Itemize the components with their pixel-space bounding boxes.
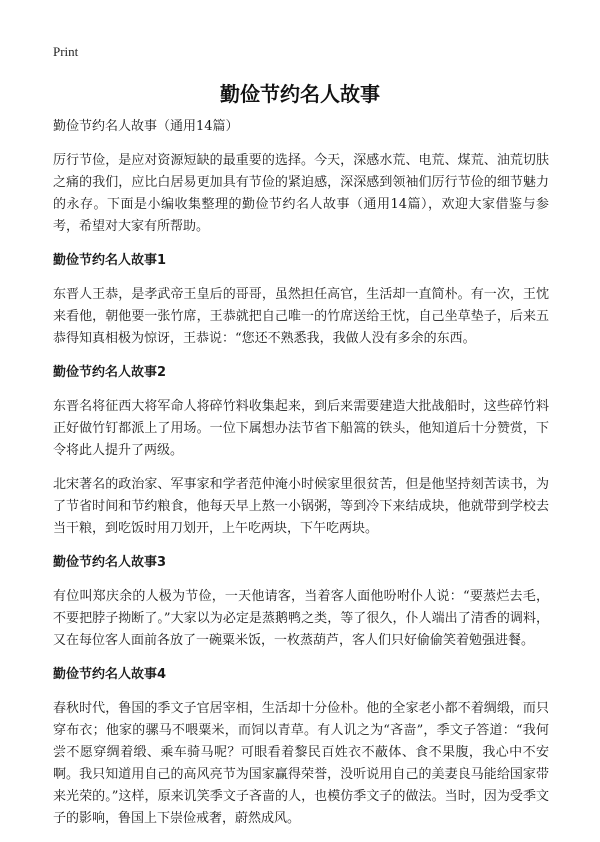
print-link[interactable]: Print xyxy=(53,44,79,59)
story-heading-4: 勤俭节约名人故事4 xyxy=(53,667,167,682)
story-4-paragraph-1: 春秋时代，鲁国的季文子官居宰相，生活却十分俭朴。他的全家老小都不着绸缎，而只穿布衣；他家的骡马不喂粟米，而饲以青草。有人讥之为“吝啬”，季文子答道：“我何尝不愿穿绸着缎、乘车骑马呢？可眼看着黎民百姓衣不蔽体、食不果腹，我心中不安啊。我只知道用自己的高风亮节为国家赢得荣誉，没听说用自己的美妻良马能给国家带来光荣的。”这样，原来讥笑季文子吝啬的人，也模仿季文子的做法。当时，因为受季文子的影响，鲁国上下崇俭戒奢，蔚然成风。 xyxy=(53,701,549,826)
story-2-paragraph-1: 东晋名将征西大将军命人将碎竹料收集起来，到后来需要建造大批战船时，这些碎竹料正好做竹钉都派上了用场。一位下属想办法节省下船篙的铁头，他知道后十分赞赏，下令将此人提升了两级。 xyxy=(53,399,549,458)
story-heading-3: 勤俭节约名人故事3 xyxy=(53,555,167,570)
story-2-paragraph-2: 北宋著名的政治家、军事家和学者范仲淹小时候家里很贫苦，但是他坚持刻苦读书，为了节省时间和节约粮食，他每天早上熬一小锅粥，等到冷下来结成块，他就带到学校去当干粮，到吃饭时用刀划开，上午吃两块，下午吃两块。 xyxy=(53,477,549,536)
article-body xyxy=(53,116,549,842)
story-heading-2: 勤俭节约名人故事2 xyxy=(53,365,167,380)
story-1-paragraph-1: 东晋人王恭，是孝武帝王皇后的哥哥，虽然担任高官，生活却一直简朴。有一次，王忱来看他，朝他要一张竹席，王恭就把自己唯一的竹席送给王忱，自己坐草垫子，后来五恭得知真相极为惊讶，王恭说：“您还不熟悉我，我做人没有多余的东西。 xyxy=(53,287,549,346)
page-title: 勤俭节约名人故事 xyxy=(220,82,380,106)
article-subtitle: 勤俭节约名人故事（通用14篇） xyxy=(53,119,239,134)
story-heading-1: 勤俭节约名人故事1 xyxy=(53,253,167,268)
intro-paragraph: 厉行节俭，是应对资源短缺的最重要的选择。今天，深感水荒、电荒、煤荒、油荒切肤之痛的我们，应比白居易更加具有节俭的紧迫感，深深感到领袖们厉行节俭的细节魅力的永存。下面是小编收集整理的勤俭节约名人故事（通用14篇），欢迎大家借鉴与参考，希望对大家有所帮助。 xyxy=(53,153,549,234)
story-3-paragraph-1: 有位叫郑庆余的人极为节俭，一天他请客，当着客人面他吩咐仆人说：“要蒸烂去毛，不要把脖子拗断了。”大家以为必定是蒸鹅鸭之类，等了很久，仆人端出了清香的调料，又在每位客人面前各放了一碗粟米饭，一枚蒸葫芦，客人们只好偷偷笑着勉强进餐。 xyxy=(53,589,549,648)
